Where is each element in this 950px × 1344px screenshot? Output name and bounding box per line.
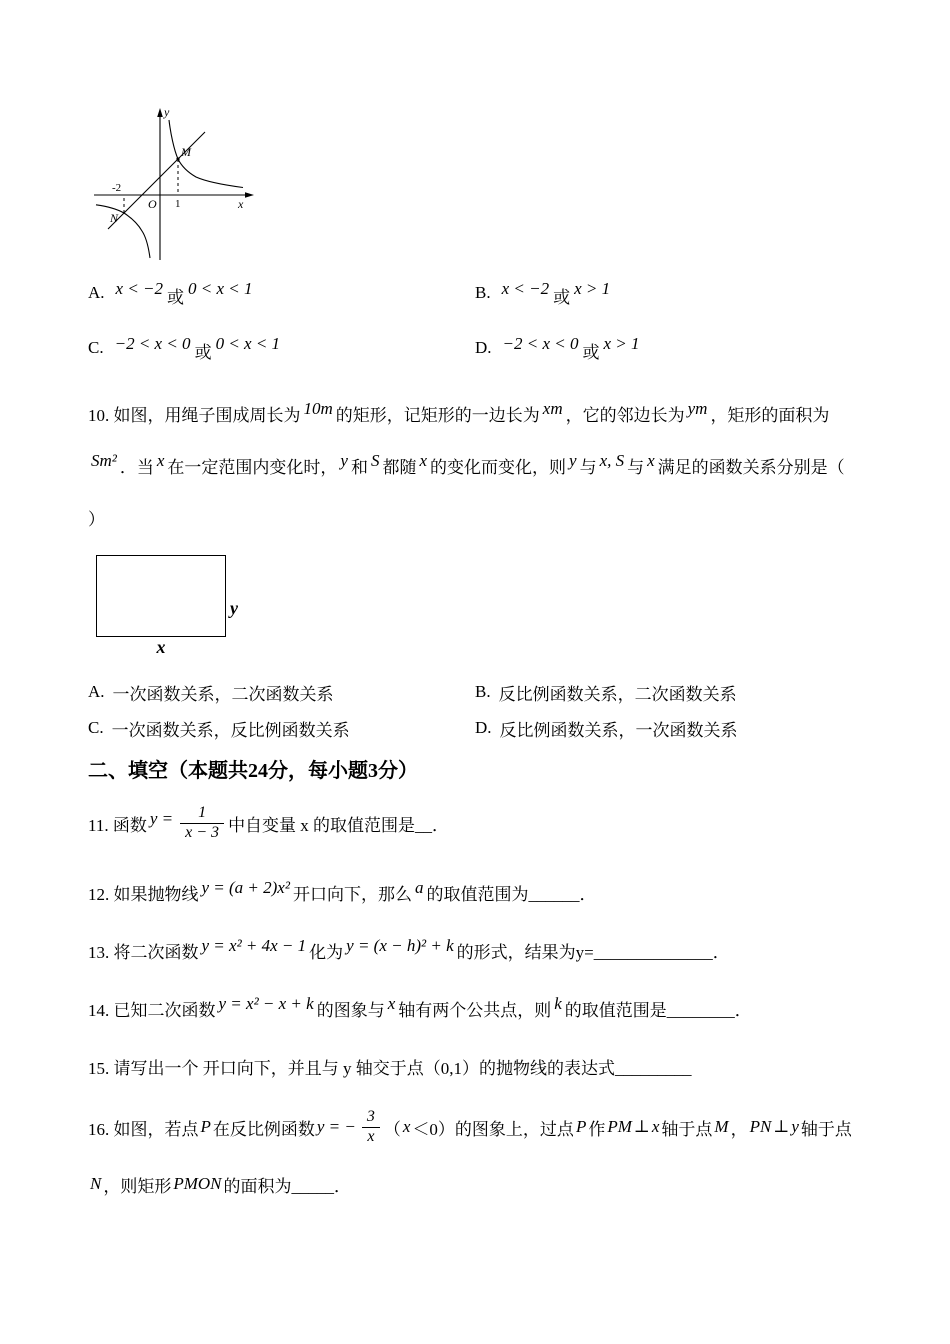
q10-option-d-label: D. [475, 718, 492, 737]
question-10 [88, 387, 860, 543]
q16-var-segment: PMON [173, 1174, 222, 1193]
question-12 [88, 872, 860, 912]
q16-text-segment: 的面积为_____． [223, 1176, 352, 1196]
q10-text-segment: 10. 如图，用绳子围成周长为 [88, 405, 301, 425]
q9-option-a-expr1: x < −2 [115, 278, 164, 298]
q10-math-segment: x [419, 451, 428, 470]
q10-rectangle-figure [88, 555, 860, 658]
q13-math-segment: y = x² + 4x − 1 [201, 936, 307, 955]
x-axis-label: x [238, 197, 244, 211]
q9-option-c-expr2: 0 < x < 1 [215, 333, 281, 353]
q9-option-b [475, 280, 613, 305]
question-11 [88, 792, 860, 854]
q10-math-segment: x [156, 451, 165, 470]
q10-option-d [475, 716, 738, 741]
q9-option-a-or: 或 [167, 288, 185, 307]
q12-text-segment: 12. 如果抛物线 [88, 884, 199, 904]
q13-text-segment: 13. 将二次函数 [88, 942, 199, 962]
q9-option-b-label: B. [475, 282, 491, 302]
q16-var-segment: P [575, 1117, 587, 1136]
q9-option-c-or: 或 [194, 343, 212, 362]
q9-option-a [88, 280, 475, 305]
q11-text-segment: 11. 函数 [88, 815, 147, 835]
question-16-line-1 [88, 1096, 860, 1158]
q10-text-segment: 的矩形，记矩形的一边长为 [335, 405, 540, 425]
q10-text-segment: 在一定范围内变化时， [167, 457, 338, 477]
q16-text-segment: ， [730, 1119, 748, 1139]
q10-option-b [475, 680, 737, 705]
q10-option-a [88, 680, 475, 705]
q10-rect-x-label: x [156, 637, 166, 657]
q10-math-segment: Sm² [91, 451, 117, 470]
tick-label-neg2: -2 [112, 182, 122, 194]
q9-option-c [88, 335, 475, 360]
q16-var-segment: y = − [316, 1117, 356, 1136]
tick-label-1: 1 [175, 198, 181, 210]
q16-text-segment: ，则矩形 [103, 1176, 172, 1196]
q10-rect-y-label: y [230, 597, 238, 618]
q13-math-segment: y = (x − h)² + k [346, 936, 454, 955]
q10-option-b-label: B. [475, 682, 491, 701]
q16-text-segment: （ [383, 1119, 401, 1139]
q10-option-a-text: 一次函数关系，二次函数关系 [112, 684, 334, 704]
q16-text-segment: ⊥ [633, 1117, 650, 1136]
q9-option-b-expr2: x > 1 [574, 278, 611, 298]
q12-math-segment: a [414, 878, 424, 897]
q16-var-segment: PN [749, 1117, 772, 1136]
q10-text-segment: 与 [579, 457, 597, 477]
q10-rectangle [96, 555, 226, 637]
q9-option-a-label: A. [88, 282, 105, 302]
q10-options-row-1 [88, 674, 860, 710]
q10-text-segment: 与 [627, 457, 645, 477]
q16-text-segment: 轴于点 [661, 1119, 713, 1139]
q10-text-segment: ，矩形的面积为 [710, 405, 830, 425]
q16-fraction-denominator: x [362, 1127, 380, 1146]
x-axis-arrow [245, 192, 254, 198]
q12-text-segment: 的取值范围为______． [426, 884, 597, 904]
q16-text-segment: 轴于点 [800, 1119, 852, 1139]
q13-text-segment: 化为 [309, 942, 344, 962]
q11-fraction-denominator: x − 3 [180, 823, 224, 842]
q16-var-segment: PM [607, 1117, 632, 1136]
point-m-dot [176, 157, 179, 160]
q9-options-row-1 [88, 265, 860, 320]
q10-math-segment: y [569, 451, 577, 470]
q10-line-1 [88, 387, 860, 439]
question-14 [88, 988, 860, 1028]
q9-option-d-or: 或 [582, 343, 600, 362]
q16-var-segment: M [714, 1117, 729, 1136]
q10-line-3 [88, 491, 860, 543]
q10-option-d-text: 反比例函数关系，一次函数关系 [499, 720, 738, 740]
q14-math-segment: x [387, 994, 396, 1013]
q10-option-b-text: 反比例函数关系，二次函数关系 [498, 684, 737, 704]
q9-option-d-label: D. [475, 337, 492, 357]
q10-line-2 [88, 439, 860, 491]
q9-option-d-expr1: −2 < x < 0 [502, 333, 579, 353]
q9-graph-figure [88, 100, 860, 265]
q10-math-segment: 10m [303, 399, 333, 418]
y-axis-arrow [157, 108, 163, 117]
q10-text-segment: ．当 [119, 457, 154, 477]
q9-function-graph [88, 100, 263, 265]
q12-text-segment: 开口向下，那么 [292, 884, 412, 904]
question-16-line-2 [88, 1164, 860, 1204]
q11-math-segment: y = [149, 809, 174, 828]
q10-text-segment: 和 [350, 457, 368, 477]
q11-fraction [180, 804, 224, 842]
q14-text-segment: 的取值范围是________． [564, 1000, 752, 1020]
q10-rectangle-row [88, 555, 860, 637]
section-2-title: 二、填空（本题共24分，每小题3分） [88, 760, 418, 782]
q16-var-segment: P [200, 1117, 211, 1136]
y-axis-label: y [164, 105, 170, 119]
q16-text-segment: 作 [588, 1119, 606, 1139]
q13-text-segment: 的形式，结果为y=______________． [456, 942, 730, 962]
q10-option-c-text: 一次函数关系，反比例函数关系 [111, 720, 350, 740]
q16-var-segment: x [402, 1117, 411, 1136]
q10-text-segment: 都随 [382, 457, 417, 477]
q14-text-segment: 的图象与 [316, 1000, 385, 1020]
q16-var-segment: N [90, 1174, 102, 1193]
q10-option-c [88, 716, 475, 741]
q12-math-segment: y = (a + 2)x² [201, 878, 290, 897]
q10-text-segment: ，它的邻边长为 [565, 405, 685, 425]
point-n-label: N [110, 211, 119, 225]
q10-math-segment: y [340, 451, 348, 470]
point-m-label: M [181, 145, 191, 159]
q10-options [88, 674, 860, 746]
q14-math-segment: k [554, 994, 562, 1013]
q9-option-c-expr1: −2 < x < 0 [114, 333, 191, 353]
question-13 [88, 930, 860, 970]
origin-label: O [148, 197, 157, 211]
q16-var-segment: x [651, 1117, 660, 1136]
q11-text-segment: 中自变量 x 的取值范围是__． [228, 815, 450, 835]
q10-math-segment: x [647, 451, 655, 470]
q9-option-b-or: 或 [553, 288, 571, 307]
q10-option-c-label: C. [88, 718, 104, 737]
q9-options [88, 265, 860, 375]
q10-options-row-2 [88, 710, 860, 746]
q16-fraction [362, 1108, 380, 1146]
q10-math-segment: xm [542, 399, 563, 418]
q10-math-segment: ym [687, 399, 708, 418]
q9-option-d-expr2: x > 1 [603, 333, 640, 353]
q9-option-d [475, 335, 643, 360]
q9-options-row-2 [88, 320, 860, 375]
q10-text-segment: ） [88, 509, 105, 529]
q9-option-b-expr1: x < −2 [501, 278, 550, 298]
q16-text-segment: ⊥ [773, 1117, 790, 1136]
q15-text: 15. 请写出一个 开口向下，并且与 y 轴交于点（0,1）的抛物线的表达式_________ [88, 1058, 692, 1078]
q11-fraction-numerator: 1 [198, 804, 207, 822]
q14-text-segment: 14. 已知二次函数 [88, 1000, 216, 1020]
q16-text-segment: 在反比例函数 [212, 1119, 315, 1139]
q14-math-segment: y = x² − x + k [218, 994, 314, 1013]
q9-option-c-label: C. [88, 337, 104, 357]
q16-fraction-numerator: 3 [366, 1108, 375, 1126]
q9-option-a-expr2: 0 < x < 1 [188, 278, 253, 298]
question-15 [88, 1046, 860, 1086]
q14-text-segment: 轴有两个公共点，则 [398, 1000, 552, 1020]
q10-math-segment: x, S [599, 451, 625, 470]
q16-var-segment: y [791, 1117, 799, 1136]
q16-text-segment: ＜0）的图象上，过点 [412, 1119, 574, 1139]
hyperbola-branch-q3 [96, 205, 150, 258]
q10-math-segment: S [370, 451, 380, 470]
q10-text-segment: 的变化而变化，则 [430, 457, 567, 477]
q10-text-segment: 满足的函数关系分别是（ [657, 457, 845, 477]
q16-text-segment: 16. 如图，若点 [88, 1119, 199, 1139]
q10-option-a-label: A. [88, 682, 105, 701]
